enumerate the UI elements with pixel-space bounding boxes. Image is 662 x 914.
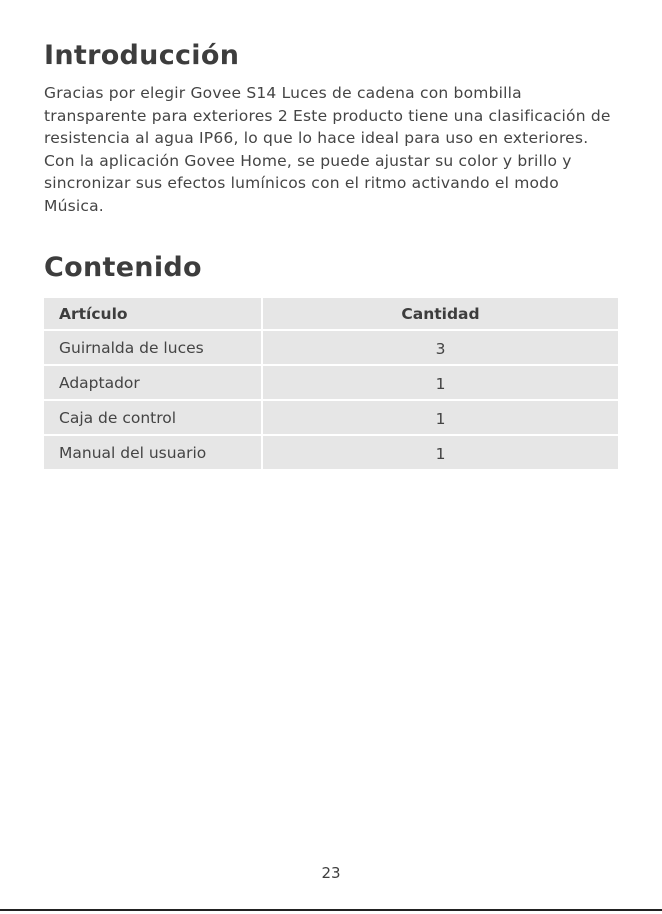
row-item: Caja de control	[44, 401, 263, 436]
row-item: Guirnalda de luces	[44, 331, 263, 366]
row-item: Adaptador	[44, 366, 263, 401]
table-row	[44, 436, 618, 471]
page-content	[44, 38, 618, 471]
intro-paragraph: Gracias por elegir Govee S14 Luces de cadena con bombilla transparente para exteriores 2 Este producto tiene una clasificación de resistencia al agua IP66, lo que lo hace ideal para uso en exteriores. Con la aplicación Govee Home, se puede ajustar su color y brillo y sincronizar sus efectos lumínicos con el ritmo activando el modo Música.	[44, 84, 611, 215]
header-item: Artículo	[44, 298, 263, 331]
bottom-divider	[0, 909, 662, 911]
table-row	[44, 366, 618, 401]
row-item: Manual del usuario	[44, 436, 263, 471]
header-quantity: Cantidad	[263, 298, 618, 331]
table-row	[44, 401, 618, 436]
row-quantity: 1	[263, 436, 618, 471]
table-header-row	[44, 298, 618, 331]
page-number: 23	[321, 864, 341, 882]
row-quantity: 3	[263, 331, 618, 366]
intro-heading: Introducción	[44, 40, 240, 71]
row-quantity: 1	[263, 401, 618, 436]
contents-heading: Contenido	[44, 252, 202, 283]
contents-table	[44, 298, 618, 471]
row-quantity: 1	[263, 366, 618, 401]
table-row	[44, 331, 618, 366]
